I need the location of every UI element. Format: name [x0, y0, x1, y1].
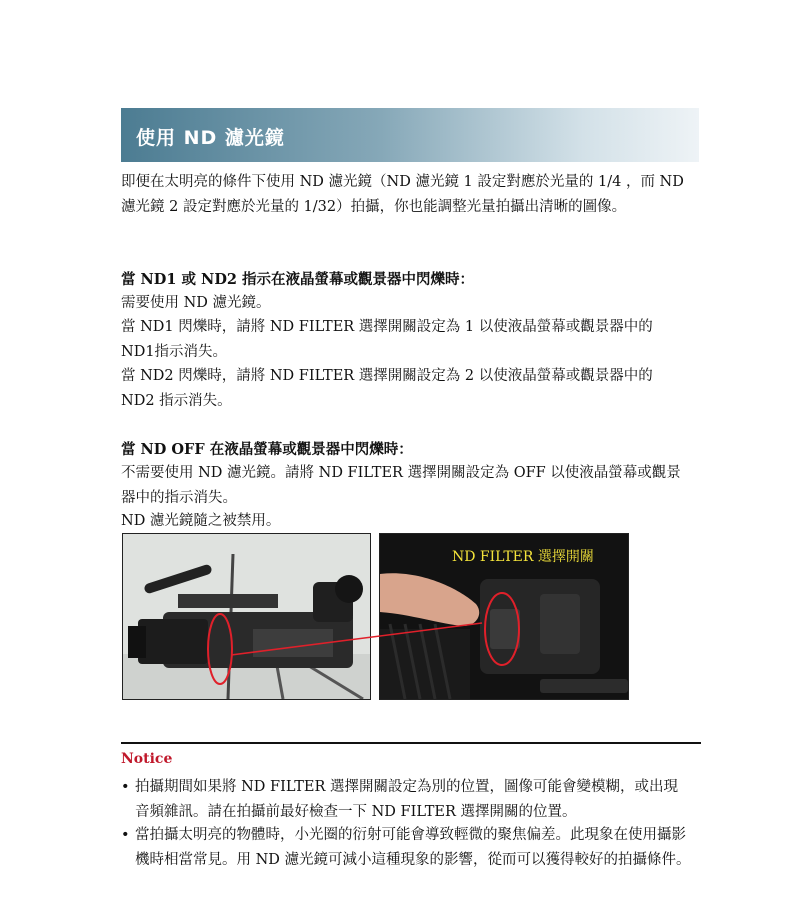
nd-filter-callout-label: ND FILTER 選擇開關	[452, 549, 594, 565]
bullet-icon: •	[121, 827, 130, 843]
section1-line1: 需要使用 ND 濾光鏡。	[121, 295, 271, 311]
page-title: 使用 ND 濾光鏡	[136, 127, 285, 149]
section2-line1: 不需要使用 ND 濾光鏡。請將 ND FILTER 選擇開關設定為 OFF 以使液晶螢幕或觀景器中的指示消失。	[121, 465, 681, 506]
bullet-icon: •	[121, 779, 130, 795]
section2-line2: ND 濾光鏡隨之被禁用。	[121, 513, 281, 529]
notice-title: Notice	[121, 751, 173, 767]
section1-heading: 當 ND1 或 ND2 指示在液晶螢幕或觀景器中閃爍時：	[121, 271, 475, 288]
notice-bullet-text: 拍攝期間如果將 ND FILTER 選擇開關設定為別的位置，圖像可能會變模糊，或出現音頻雜訊。請在拍攝前最好檢查一下 ND FILTER 選擇開關的位置。	[135, 779, 679, 820]
notice-bullet	[121, 823, 691, 872]
notice-bullet-text: 當拍攝太明亮的物體時，小光圈的衍射可能會導致輕微的聚焦偏差。此現象在使用攝影機時相當常見。用 ND 濾光鏡可減小這種現象的影響，從而可以獲得較好的拍攝條件。	[135, 827, 691, 868]
notice-divider	[121, 742, 701, 744]
section2-heading: 當 ND OFF 在液晶螢幕或觀景器中閃爍時：	[121, 441, 413, 458]
section1-line3: 當 ND2 閃爍時，請將 ND FILTER 選擇開關設定為 2 以使液晶螢幕或觀景器中的 ND2 指示消失。	[121, 368, 653, 409]
intro-paragraph: 即便在太明亮的條件下使用 ND 濾光鏡（ND 濾光鏡 1 設定對應於光量的 1/4 ，而 ND 濾光鏡 2 設定對應於光量的 1/32）拍攝，你也能調整光量拍攝出清晰的圖像。	[121, 174, 684, 215]
section1-line2: 當 ND1 閃爍時，請將 ND FILTER 選擇開關設定為 1 以使液晶螢幕或觀景器中的 ND1指示消失。	[121, 319, 653, 360]
notice-bullet	[121, 775, 691, 824]
